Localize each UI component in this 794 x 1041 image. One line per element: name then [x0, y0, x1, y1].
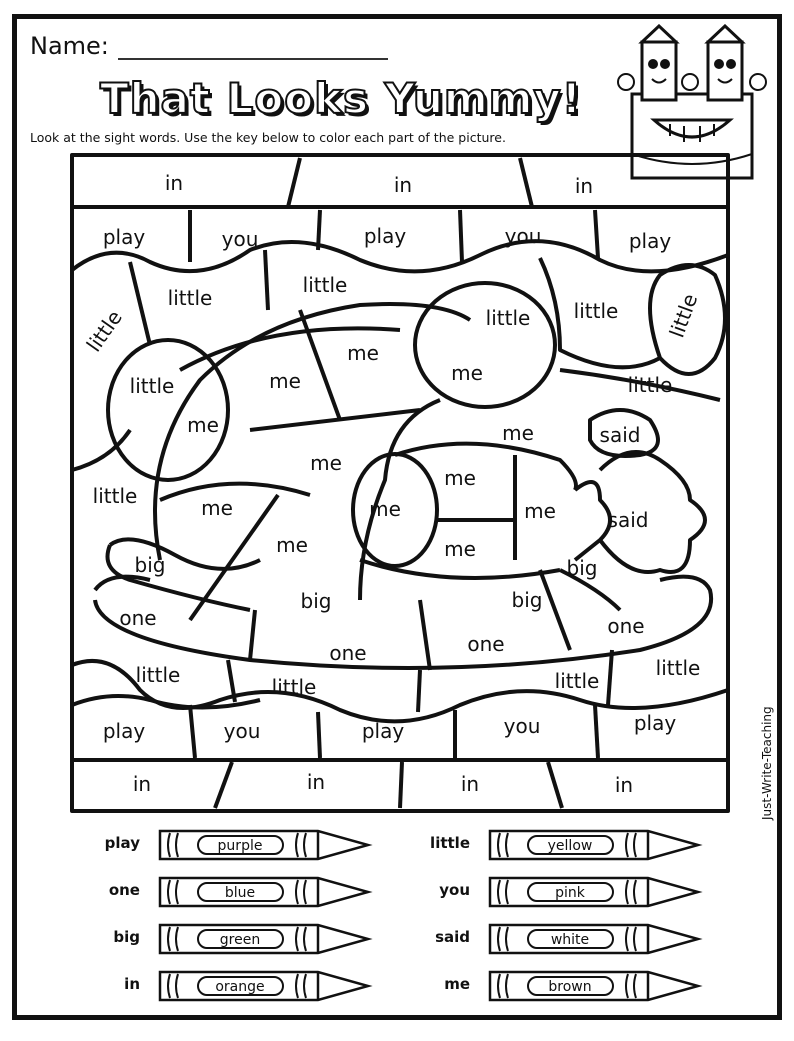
- word-in-3: in: [574, 174, 594, 198]
- word-me-3: me: [451, 361, 483, 385]
- word-in-2: in: [393, 173, 413, 197]
- crayon-orange-icon: [158, 968, 373, 1008]
- word-big-2: big: [300, 589, 332, 613]
- word-one-3: one: [467, 632, 505, 656]
- name-label: Name:: [30, 32, 109, 60]
- crayon-color-label: brown: [548, 979, 592, 995]
- word-little-5: little: [664, 290, 703, 341]
- word-me-1: me: [269, 369, 301, 393]
- word-me-2: me: [347, 341, 379, 365]
- word-little-b3: little: [554, 669, 600, 693]
- key-word-me: me: [444, 975, 470, 993]
- crayon-blue-icon: [158, 874, 373, 914]
- word-big-1: big: [134, 553, 166, 577]
- word-little-3: little: [485, 306, 531, 330]
- crayon-color-label: pink: [555, 885, 585, 901]
- key-word-big: big: [113, 928, 140, 946]
- word-little-4: little: [573, 299, 619, 323]
- word-you-b2: you: [503, 714, 541, 738]
- word-big-3: big: [511, 588, 543, 612]
- word-play-b3: play: [633, 711, 677, 735]
- word-little-left: little: [81, 305, 127, 357]
- word-one-2: one: [329, 641, 367, 665]
- crayon-brown-icon: [488, 968, 703, 1008]
- word-big-4: big: [566, 556, 598, 580]
- word-you-2: you: [504, 224, 542, 248]
- instructions: Look at the sight words. Use the key below to color each part of the picture.: [30, 130, 506, 145]
- word-little-b2: little: [271, 675, 317, 699]
- word-play-b1: play: [102, 719, 146, 743]
- word-play-1: play: [102, 225, 146, 249]
- word-me-4: me: [502, 421, 534, 445]
- word-said-1: said: [599, 423, 641, 447]
- word-me-11: me: [444, 537, 476, 561]
- word-in-b1: in: [132, 772, 152, 796]
- word-little-left-2: little: [92, 484, 138, 508]
- word-me-9: me: [524, 499, 556, 523]
- crayon-purple-icon: [158, 827, 373, 867]
- word-little-right: little: [627, 373, 673, 397]
- word-me-7: me: [201, 496, 233, 520]
- crayon-color-label: orange: [215, 979, 265, 995]
- word-me-8: me: [369, 497, 401, 521]
- word-me-10: me: [276, 533, 308, 557]
- word-one-1: one: [119, 606, 157, 630]
- key-word-you: you: [439, 881, 470, 899]
- word-you-b1: you: [223, 719, 261, 743]
- credit-text: Just-Write-Teaching: [760, 706, 774, 820]
- word-little-circle: little: [129, 374, 175, 398]
- word-little-b1: little: [135, 663, 181, 687]
- crayon-color-label: green: [219, 932, 261, 948]
- crayon-color-label: purple: [217, 838, 263, 854]
- key-word-little: little: [430, 834, 470, 852]
- key-word-one: one: [108, 881, 140, 899]
- word-little-2: little: [302, 273, 348, 297]
- key-word-said: said: [435, 928, 470, 946]
- word-little-b4: little: [655, 656, 701, 680]
- crayon-yellow-icon: [488, 827, 703, 867]
- word-play-b2: play: [361, 719, 405, 743]
- word-in-b4: in: [614, 773, 634, 797]
- key-word-play: play: [104, 834, 140, 852]
- word-me-5: me: [310, 451, 342, 475]
- word-one-4: one: [607, 614, 645, 638]
- key-word-in: in: [124, 975, 140, 993]
- crayon-green-icon: [158, 921, 373, 961]
- crayon-color-label: blue: [224, 885, 256, 901]
- word-me-circle: me: [187, 413, 219, 437]
- word-in-1: in: [164, 171, 184, 195]
- word-in-b2: in: [306, 770, 326, 794]
- word-me-6: me: [444, 466, 476, 490]
- word-you-1: you: [221, 227, 259, 251]
- crayon-color-label: yellow: [547, 838, 593, 854]
- word-said-2: said: [607, 508, 649, 532]
- word-play-3: play: [628, 229, 672, 253]
- word-play-2: play: [363, 224, 407, 248]
- page-title: That Looks Yummy!: [100, 74, 582, 123]
- crayon-color-label: white: [550, 932, 590, 948]
- word-little-1: little: [167, 286, 213, 310]
- crayon-pink-icon: [488, 874, 703, 914]
- crayon-white-icon: [488, 921, 703, 961]
- word-in-b3: in: [460, 772, 480, 796]
